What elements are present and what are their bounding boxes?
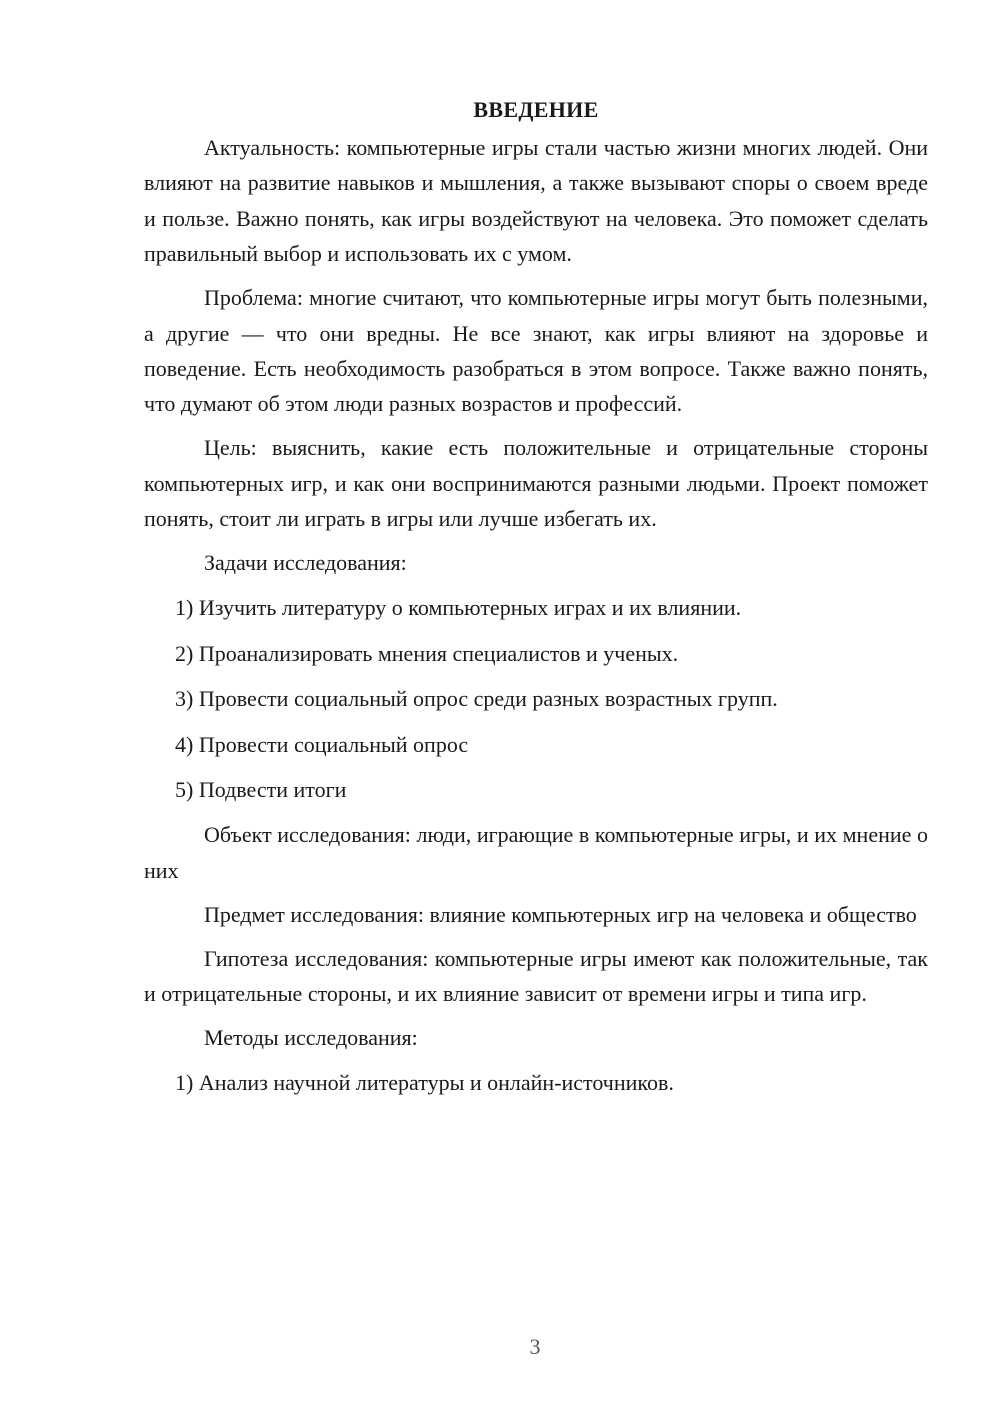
hypothesis-paragraph: Гипотеза исследования: компьютерные игры имеют как положительные, так и отрицательные стороны, и их влияние зависит от времени игры и типа игр. <box>144 945 928 1007</box>
problem-paragraph: Проблема: многие считают, что компьютерные игры могут быть полезными, а другие — что они вредны. Не все знают, как игры влияют на здоровье и поведение. Есть необходимость разобраться в этом вопросе. Также важно понять, что думают об этом люди разных возрастов и профессий. <box>144 285 928 417</box>
task-item: 5) Подвести итоги <box>175 777 347 802</box>
tasks-heading: Задачи исследования: <box>204 549 407 575</box>
goal-paragraph: Цель: выяснить, какие есть положительные и отрицательные стороны компьютерных игр, и как они воспринимаются разными людьми. Проект поможет понять, стоит ли играть в игры или лучше избегать их. <box>144 435 928 532</box>
task-item: 1) Изучить литературу о компьютерных играх и их влиянии. <box>175 595 742 621</box>
methods-heading: Методы исследования: <box>204 1024 418 1050</box>
page-number: 3 <box>529 1334 541 1359</box>
relevance-paragraph: Актуальность: компьютерные игры стали частью жизни многих людей. Они влияют на развитие навыков и мышления, а также вызывают споры о своем вреде и пользе. Важно понять, как игры воздействуют на человека. Это поможет сделать правильный выбор и использовать их с умом. <box>144 135 928 267</box>
document-page <box>144 92 928 1111</box>
page-title: ВВЕДЕНИЕ <box>473 97 599 122</box>
object-paragraph: Объект исследования: люди, играющие в компьютерные игры, и их мнение о них <box>144 822 928 883</box>
task-item: 2) Проанализировать мнения специалистов и ученых. <box>175 640 679 666</box>
method-item: 1) Анализ научной литературы и онлайн-источников. <box>175 1070 674 1096</box>
subject-paragraph: Предмет исследования: влияние компьютерных игр на человека и общество <box>204 901 917 927</box>
task-item: 3) Провести социальный опрос среди разных возрастных групп. <box>175 686 778 712</box>
task-item: 4) Провести социальный опрос <box>175 731 469 757</box>
